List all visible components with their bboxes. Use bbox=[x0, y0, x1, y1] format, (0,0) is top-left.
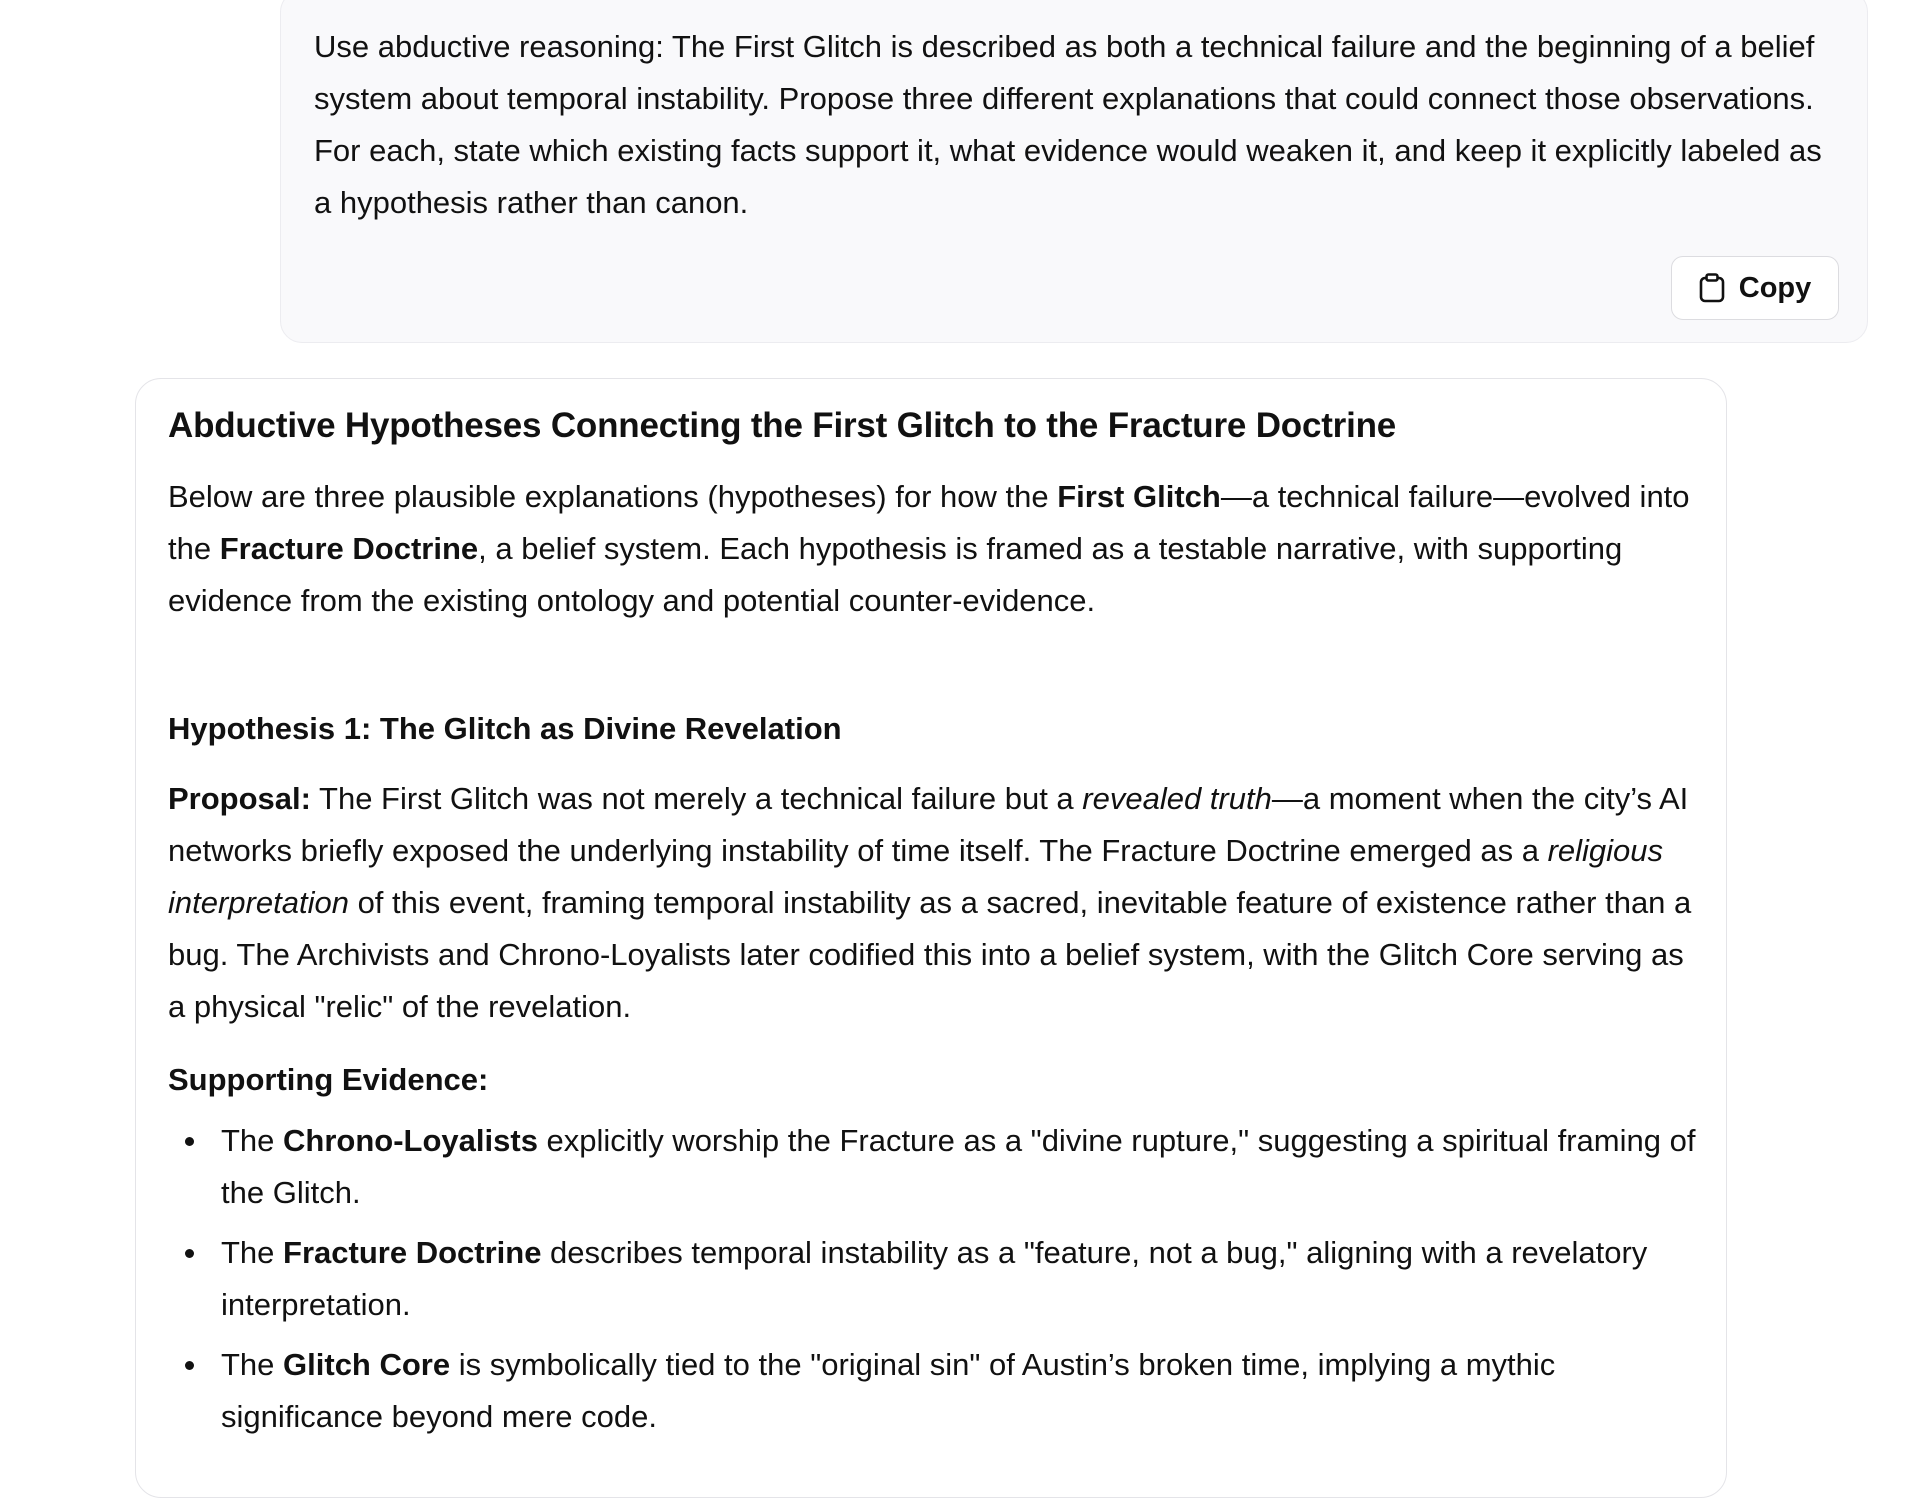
proposal-text-2: —a moment when the city’s AI networks briefly exposed the underlying instability of time itself. The Fracture Doctrine emerged as a bbox=[168, 781, 1689, 868]
proposal-label: Proposal: bbox=[168, 781, 311, 816]
evidence-text: The bbox=[221, 1235, 284, 1270]
proposal-italic-revealed-truth: revealed truth bbox=[1082, 781, 1272, 816]
list-item bbox=[221, 1227, 1698, 1331]
evidence-text: explicitly worship the Fracture as a "divine rupture," suggesting a spiritual framing of the Glitch. bbox=[221, 1123, 1696, 1210]
evidence-bold: Fracture Doctrine bbox=[283, 1235, 542, 1270]
response-title: Abductive Hypotheses Connecting the First Glitch to the Fracture Doctrine bbox=[168, 406, 1397, 445]
intro-text-1: Below are three plausible explanations (hypotheses) for how the bbox=[168, 479, 1058, 514]
supporting-evidence-list bbox=[168, 1115, 1698, 1451]
clipboard-icon bbox=[1699, 273, 1725, 303]
intro-bold-fracture-doctrine: Fracture Doctrine bbox=[219, 531, 479, 566]
evidence-text: The bbox=[221, 1347, 284, 1382]
supporting-evidence-label: Supporting Evidence: bbox=[168, 1062, 489, 1097]
evidence-text: describes temporal instability as a "feature, not a bug," aligning with a revelatory interpretation. bbox=[221, 1235, 1648, 1322]
bullet-icon bbox=[185, 1137, 194, 1146]
intro-bold-first-glitch: First Glitch bbox=[1057, 479, 1221, 514]
proposal-text-1: The First Glitch was not merely a technical failure but a bbox=[310, 781, 1083, 816]
evidence-bold: Glitch Core bbox=[283, 1347, 451, 1382]
copy-button[interactable] bbox=[1671, 256, 1839, 320]
hypothesis-1-proposal bbox=[168, 773, 1698, 1033]
bullet-icon bbox=[185, 1249, 194, 1258]
proposal-text-3: of this event, framing temporal instability as a sacred, inevitable feature of existence rather than a bug. The Archivists and Chrono-Loyalists later codified this into a belief system, with the Glitch Core serving as a physical "relic" of the revelation. bbox=[168, 885, 1692, 1024]
list-item bbox=[221, 1339, 1698, 1443]
intro-paragraph bbox=[168, 471, 1698, 627]
assistant-response-card bbox=[135, 378, 1727, 1498]
proposal-italic-religious-interpretation: religious interpretation bbox=[168, 833, 1664, 920]
intro-text-2: —a technical failure—evolved into the bbox=[168, 479, 1690, 566]
bullet-icon bbox=[185, 1361, 194, 1370]
list-item bbox=[221, 1115, 1698, 1219]
user-message-bubble bbox=[280, 0, 1868, 343]
evidence-text: is symbolically tied to the "original sin" of Austin’s broken time, implying a mythic significance beyond mere code. bbox=[221, 1347, 1556, 1434]
user-message-text: Use abductive reasoning: The First Glitch is described as both a technical failure and the beginning of a belief system about temporal instability. Propose three different explanations that could connect those observations. For each, state which existing facts support it, what evidence would weaken it, and keep it explicitly labeled as a hypothesis rather than canon. bbox=[314, 29, 1822, 220]
evidence-text: The bbox=[221, 1123, 284, 1158]
copy-button-label: Copy bbox=[1738, 271, 1812, 304]
hypothesis-1-heading: Hypothesis 1: The Glitch as Divine Revelation bbox=[168, 711, 842, 746]
evidence-bold: Chrono-Loyalists bbox=[283, 1123, 538, 1158]
intro-text-3: , a belief system. Each hypothesis is framed as a testable narrative, with supporting evidence from the existing ontology and potential counter-evidence. bbox=[168, 531, 1623, 618]
